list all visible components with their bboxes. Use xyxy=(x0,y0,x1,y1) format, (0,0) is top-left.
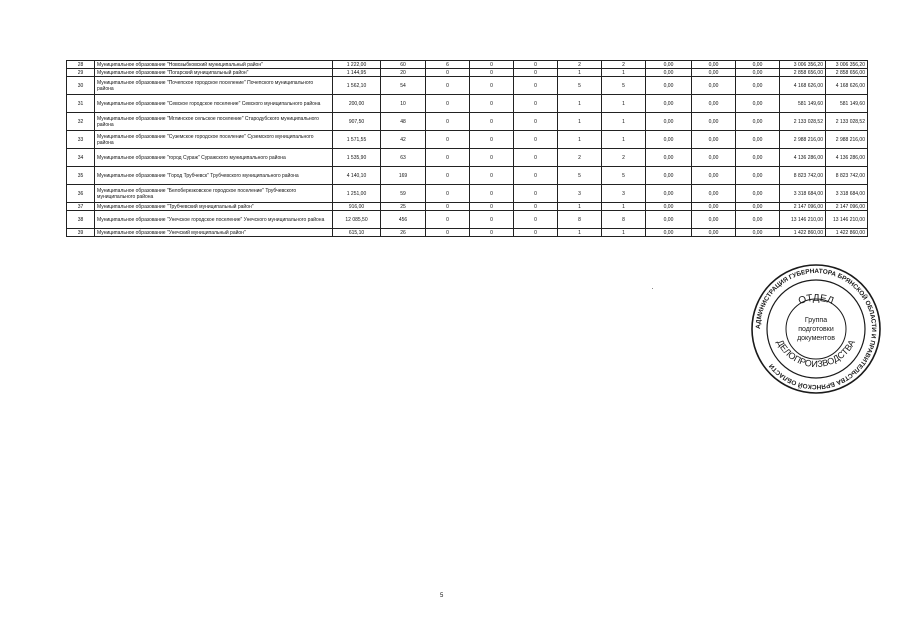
value-cell: 8 823 742,00 xyxy=(780,167,826,185)
table-row xyxy=(67,149,868,167)
value-cell: 2 988 216,00 xyxy=(826,131,868,149)
table-row xyxy=(67,167,868,185)
value-cell: 0 xyxy=(426,203,470,211)
svg-text:ОТДЕЛ: ОТДЕЛ xyxy=(797,292,836,308)
table-row xyxy=(67,229,868,237)
value-cell: 8 823 742,00 xyxy=(826,167,868,185)
value-cell: 1 xyxy=(558,95,602,113)
value-cell: 0 xyxy=(514,167,558,185)
value-cell: 0,00 xyxy=(646,185,692,203)
value-cell: 0,00 xyxy=(646,95,692,113)
value-cell: 48 xyxy=(381,113,426,131)
row-number-cell: 36 xyxy=(67,185,95,203)
value-cell: 1 xyxy=(558,113,602,131)
value-cell: 0,00 xyxy=(646,77,692,95)
municipality-name-cell: Муниципальное образование "Белоберезковское городское поселение" Трубчевского муниципального района xyxy=(95,185,333,203)
value-cell: 0,00 xyxy=(692,113,736,131)
value-cell: 59 xyxy=(381,185,426,203)
value-cell: 0 xyxy=(470,185,514,203)
value-cell: 4 168 626,00 xyxy=(826,77,868,95)
value-cell: 0,00 xyxy=(736,95,780,113)
value-cell: 916,00 xyxy=(333,203,381,211)
row-number-cell: 29 xyxy=(67,69,95,77)
municipality-name-cell: Муниципальное образование "Новозыбковский муниципальный район" xyxy=(95,61,333,69)
speck xyxy=(652,288,653,289)
value-cell: 0 xyxy=(470,61,514,69)
data-table xyxy=(66,60,868,237)
value-cell: 581 149,60 xyxy=(826,95,868,113)
value-cell: 5 xyxy=(602,77,646,95)
value-cell: 5 xyxy=(558,167,602,185)
value-cell: 2 858 656,00 xyxy=(826,69,868,77)
table-row xyxy=(67,61,868,69)
value-cell: 0 xyxy=(426,69,470,77)
value-cell: 0 xyxy=(514,95,558,113)
value-cell: 0,00 xyxy=(646,167,692,185)
value-cell: 0,00 xyxy=(692,167,736,185)
value-cell: 0,00 xyxy=(736,185,780,203)
value-cell: 0 xyxy=(470,95,514,113)
value-cell: 0,00 xyxy=(692,95,736,113)
value-cell: 0,00 xyxy=(692,69,736,77)
value-cell: 13 146 210,00 xyxy=(826,211,868,229)
value-cell: 0 xyxy=(470,113,514,131)
value-cell: 0 xyxy=(470,131,514,149)
value-cell: 0 xyxy=(470,203,514,211)
value-cell: 10 xyxy=(381,95,426,113)
value-cell: 0 xyxy=(514,185,558,203)
table-row xyxy=(67,131,868,149)
row-number-cell: 38 xyxy=(67,211,95,229)
value-cell: 581 149,60 xyxy=(780,95,826,113)
svg-text:АДМИНИСТРАЦИЯ ГУБЕРНАТОРА БРЯН: АДМИНИСТРАЦИЯ ГУБЕРНАТОРА БРЯНСКОЙ ОБЛАСТИ И ПРАВИТЕЛЬСТВА БРЯНСКОЙ ОБЛАСТИ xyxy=(754,267,878,391)
value-cell: 0,00 xyxy=(646,149,692,167)
value-cell: 1 535,90 xyxy=(333,149,381,167)
value-cell: 0 xyxy=(470,69,514,77)
value-cell: 0,00 xyxy=(692,149,736,167)
value-cell: 0 xyxy=(514,229,558,237)
value-cell: 0 xyxy=(426,149,470,167)
value-cell: 1 xyxy=(602,113,646,131)
value-cell: 4 136 286,00 xyxy=(780,149,826,167)
value-cell: 0 xyxy=(470,77,514,95)
value-cell: 907,50 xyxy=(333,113,381,131)
value-cell: 0,00 xyxy=(692,211,736,229)
value-cell: 2 147 096,00 xyxy=(826,203,868,211)
row-number-cell: 39 xyxy=(67,229,95,237)
municipality-name-cell: Муниципальное образование "Севское городское поселение" Севского муниципального района xyxy=(95,95,333,113)
value-cell: 0 xyxy=(514,203,558,211)
value-cell: 0 xyxy=(514,211,558,229)
value-cell: 1 222,00 xyxy=(333,61,381,69)
row-number-cell: 33 xyxy=(67,131,95,149)
value-cell: 0,00 xyxy=(736,229,780,237)
table-row xyxy=(67,69,868,77)
svg-text:документов: документов xyxy=(797,335,835,342)
table-row xyxy=(67,113,868,131)
municipality-name-cell: Муниципальное образование "город Сураж" Суражского муниципального района xyxy=(95,149,333,167)
svg-text:Группа: Группа xyxy=(804,317,828,324)
value-cell: 5 xyxy=(558,77,602,95)
municipality-name-cell: Муниципальное образование "Унечский муниципальный район" xyxy=(95,229,333,237)
value-cell: 0 xyxy=(470,229,514,237)
table-row xyxy=(67,211,868,229)
municipality-name-cell: Муниципальное образование "Унечское городское поселение" Унечского муниципального района xyxy=(95,211,333,229)
value-cell: 1 xyxy=(602,203,646,211)
value-cell: 0 xyxy=(514,113,558,131)
table-row xyxy=(67,77,868,95)
table-row xyxy=(67,95,868,113)
svg-text:ДЕЛОПРОИЗВОДСТВА: ДЕЛОПРОИЗВОДСТВА xyxy=(774,337,858,370)
value-cell: 1 xyxy=(558,69,602,77)
value-cell: 0 xyxy=(426,229,470,237)
value-cell: 0,00 xyxy=(646,229,692,237)
municipality-name-cell: Муниципальное образование "Почепское городское поселение" Почепского муниципального района xyxy=(95,77,333,95)
value-cell: 0,00 xyxy=(646,113,692,131)
value-cell: 2 133 028,52 xyxy=(826,113,868,131)
value-cell: 60 xyxy=(381,61,426,69)
value-cell: 2 xyxy=(602,61,646,69)
value-cell: 0 xyxy=(514,61,558,69)
value-cell: 63 xyxy=(381,149,426,167)
value-cell: 8 xyxy=(558,211,602,229)
value-cell: 3 xyxy=(558,185,602,203)
municipality-name-cell: Муниципальное образование "Суземское городское поселение" Суземского муниципального района xyxy=(95,131,333,149)
value-cell: 54 xyxy=(381,77,426,95)
row-number-cell: 32 xyxy=(67,113,95,131)
value-cell: 615,10 xyxy=(333,229,381,237)
value-cell: 200,00 xyxy=(333,95,381,113)
value-cell: 2 xyxy=(602,149,646,167)
value-cell: 1 xyxy=(558,131,602,149)
value-cell: 0 xyxy=(470,211,514,229)
svg-text:подготовки: подготовки xyxy=(798,326,834,333)
official-stamp xyxy=(749,262,883,396)
value-cell: 1 xyxy=(602,229,646,237)
value-cell: 0,00 xyxy=(646,61,692,69)
municipality-name-cell: Муниципальное образование "Трубчевский муниципальный район" xyxy=(95,203,333,211)
row-number-cell: 31 xyxy=(67,95,95,113)
value-cell: 0 xyxy=(470,167,514,185)
value-cell: 0,00 xyxy=(736,149,780,167)
value-cell: 5 xyxy=(602,167,646,185)
value-cell: 6 xyxy=(426,61,470,69)
table-row xyxy=(67,185,868,203)
value-cell: 0,00 xyxy=(736,61,780,69)
value-cell: 0,00 xyxy=(692,185,736,203)
value-cell: 0,00 xyxy=(736,69,780,77)
value-cell: 1 xyxy=(602,69,646,77)
value-cell: 20 xyxy=(381,69,426,77)
value-cell: 0,00 xyxy=(736,167,780,185)
value-cell: 3 006 356,20 xyxy=(780,61,826,69)
value-cell: 42 xyxy=(381,131,426,149)
value-cell: 2 988 216,00 xyxy=(780,131,826,149)
value-cell: 0,00 xyxy=(646,211,692,229)
value-cell: 4 136 286,00 xyxy=(826,149,868,167)
value-cell: 12 085,50 xyxy=(333,211,381,229)
value-cell: 1 xyxy=(558,203,602,211)
value-cell: 0,00 xyxy=(646,131,692,149)
value-cell: 0 xyxy=(514,131,558,149)
value-cell: 1 xyxy=(602,95,646,113)
value-cell: 1 251,00 xyxy=(333,185,381,203)
value-cell: 2 133 028,52 xyxy=(780,113,826,131)
value-cell: 169 xyxy=(381,167,426,185)
value-cell: 0,00 xyxy=(736,131,780,149)
value-cell: 0 xyxy=(426,185,470,203)
value-cell: 3 006 356,20 xyxy=(826,61,868,69)
value-cell: 4 168 626,00 xyxy=(780,77,826,95)
value-cell: 4 140,10 xyxy=(333,167,381,185)
value-cell: 0,00 xyxy=(692,229,736,237)
value-cell: 2 xyxy=(558,149,602,167)
row-number-cell: 30 xyxy=(67,77,95,95)
value-cell: 25 xyxy=(381,203,426,211)
value-cell: 0 xyxy=(514,77,558,95)
row-number-cell: 28 xyxy=(67,61,95,69)
value-cell: 0,00 xyxy=(736,77,780,95)
value-cell: 1 xyxy=(558,229,602,237)
value-cell: 0,00 xyxy=(646,69,692,77)
municipality-name-cell: Муниципальное образование "Мглинское сельское поселение" Стародубского муниципального района xyxy=(95,113,333,131)
value-cell: 3 318 684,00 xyxy=(826,185,868,203)
value-cell: 0 xyxy=(426,167,470,185)
value-cell: 0,00 xyxy=(736,211,780,229)
value-cell: 2 858 656,00 xyxy=(780,69,826,77)
value-cell: 0 xyxy=(426,113,470,131)
municipality-name-cell: Муниципальное образование "Город Трубчевск" Трубчевского муниципального района xyxy=(95,167,333,185)
value-cell: 3 xyxy=(602,185,646,203)
value-cell: 1 422 860,00 xyxy=(826,229,868,237)
value-cell: 0,00 xyxy=(736,203,780,211)
value-cell: 0,00 xyxy=(692,203,736,211)
value-cell: 0 xyxy=(426,131,470,149)
value-cell: 3 318 684,00 xyxy=(780,185,826,203)
row-number-cell: 34 xyxy=(67,149,95,167)
page-number: 5 xyxy=(440,593,444,599)
value-cell: 0 xyxy=(514,69,558,77)
value-cell: 0,00 xyxy=(646,203,692,211)
value-cell: 0 xyxy=(426,211,470,229)
value-cell: 13 146 210,00 xyxy=(780,211,826,229)
value-cell: 26 xyxy=(381,229,426,237)
value-cell: 0,00 xyxy=(692,61,736,69)
value-cell: 1 144,95 xyxy=(333,69,381,77)
value-cell: 2 147 096,00 xyxy=(780,203,826,211)
value-cell: 0 xyxy=(426,95,470,113)
row-number-cell: 35 xyxy=(67,167,95,185)
value-cell: 0,00 xyxy=(692,131,736,149)
value-cell: 1 422 860,00 xyxy=(780,229,826,237)
municipality-name-cell: Муниципальное образование "Погарский муниципальный район" xyxy=(95,69,333,77)
value-cell: 0,00 xyxy=(692,77,736,95)
row-number-cell: 37 xyxy=(67,203,95,211)
value-cell: 0 xyxy=(470,149,514,167)
value-cell: 0 xyxy=(514,149,558,167)
value-cell: 1 562,10 xyxy=(333,77,381,95)
value-cell: 1 571,55 xyxy=(333,131,381,149)
value-cell: 456 xyxy=(381,211,426,229)
value-cell: 0,00 xyxy=(736,113,780,131)
value-cell: 1 xyxy=(602,131,646,149)
value-cell: 8 xyxy=(602,211,646,229)
value-cell: 2 xyxy=(558,61,602,69)
stamp-seal-graphic xyxy=(749,262,883,396)
value-cell: 0 xyxy=(426,77,470,95)
table-row xyxy=(67,203,868,211)
